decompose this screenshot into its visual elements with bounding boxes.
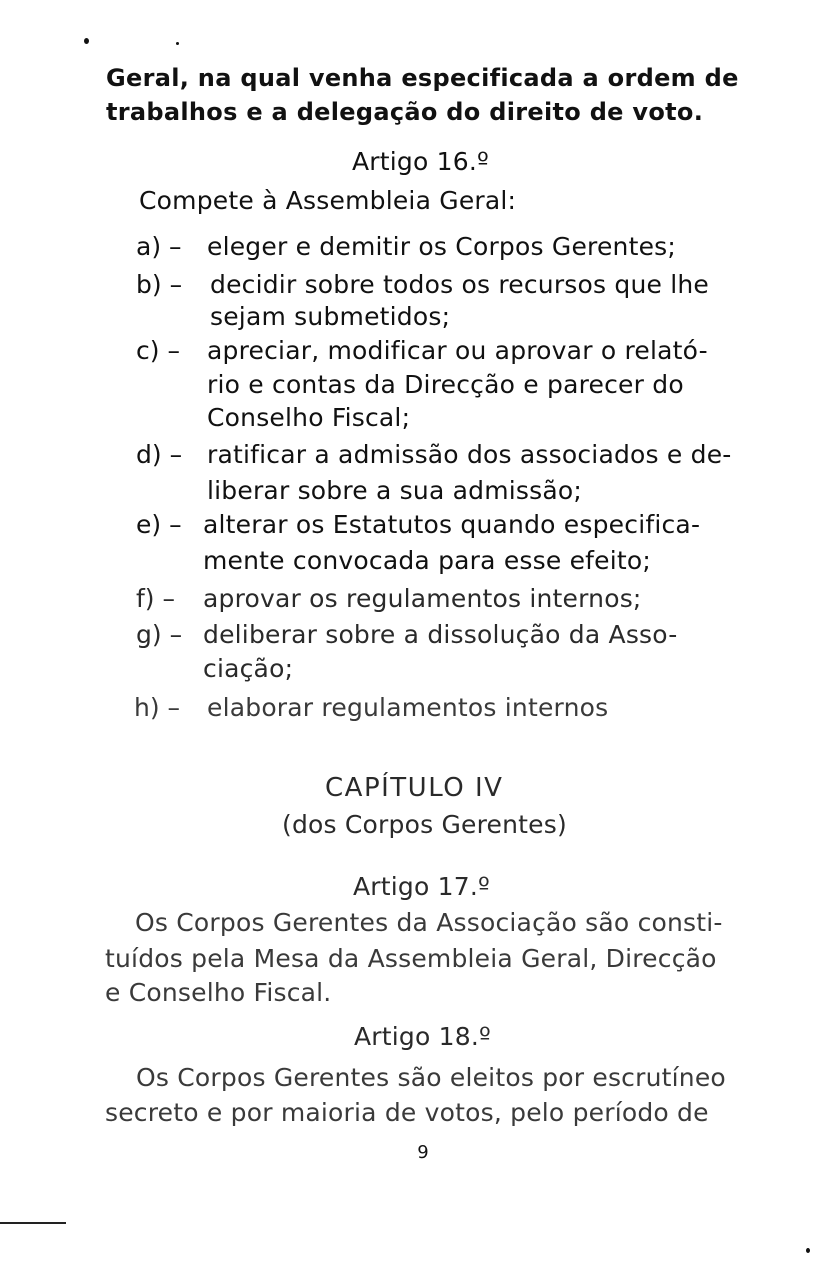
list-item-letter: c) – <box>136 336 180 365</box>
article-18-line-1: Os Corpos Gerentes são eleitos por escrutíneo <box>136 1063 726 1092</box>
article-17-line-3: e Conselho Fiscal. <box>105 978 332 1007</box>
list-item-text: aprovar os regulamentos internos; <box>203 584 642 613</box>
list-item-text: liberar sobre a sua admissão; <box>207 476 582 505</box>
list-item-text: decidir sobre todos os recursos que lhe <box>210 270 710 299</box>
scan-speck <box>176 42 179 45</box>
list-item-text: alterar os Estatutos quando especifica- <box>203 510 701 539</box>
list-item-letter: f) – <box>136 584 176 613</box>
scan-speck <box>806 1248 810 1253</box>
list-item-text: Conselho Fiscal; <box>207 403 411 432</box>
list-item-letter: a) – <box>136 232 182 261</box>
chapter-subtitle: (dos Corpos Gerentes) <box>282 810 567 839</box>
list-item-text: deliberar sobre a dissolução da Asso- <box>203 620 678 649</box>
chapter-title: CAPÍTULO IV <box>325 773 504 803</box>
list-item-text: mente convocada para esse efeito; <box>203 546 652 575</box>
article-16-lead: Compete à Assembleia Geral: <box>139 186 517 215</box>
list-item-text: ciação; <box>203 654 294 683</box>
list-item-letter: g) – <box>136 620 183 649</box>
list-item-text: sejam submetidos; <box>210 302 451 331</box>
article-17-line-2: tuídos pela Mesa da Assembleia Geral, Direcção <box>105 944 717 973</box>
list-item-letter: b) – <box>136 270 183 299</box>
list-item-text: rio e contas da Direcção e parecer do <box>207 370 684 399</box>
scan-speck <box>84 38 89 44</box>
scan-edge-mark <box>0 1222 66 1224</box>
article-18-heading: Artigo 18.º <box>354 1022 491 1051</box>
article-16-heading: Artigo 16.º <box>352 147 489 176</box>
list-item-text: apreciar, modificar ou aprovar o relató- <box>207 336 708 365</box>
list-item-text: eleger e demitir os Corpos Gerentes; <box>207 232 677 261</box>
article-17-heading: Artigo 17.º <box>353 872 490 901</box>
list-item-text: ratificar a admissão dos associados e de- <box>207 440 732 469</box>
list-item-text: elaborar regulamentos internos <box>207 693 609 722</box>
article-17-line-1: Os Corpos Gerentes da Associação são consti- <box>135 908 723 937</box>
list-item-letter: e) – <box>136 510 182 539</box>
article-18-line-2: secreto e por maioria de votos, pelo período de <box>105 1098 709 1127</box>
list-item-letter: h) – <box>134 693 181 722</box>
page-number: 9 <box>417 1142 429 1163</box>
intro-line-2: trabalhos e a delegação do direito de voto. <box>106 98 704 126</box>
list-item-letter: d) – <box>136 440 183 469</box>
intro-line-1: Geral, na qual venha especificada a ordem de <box>106 64 739 92</box>
